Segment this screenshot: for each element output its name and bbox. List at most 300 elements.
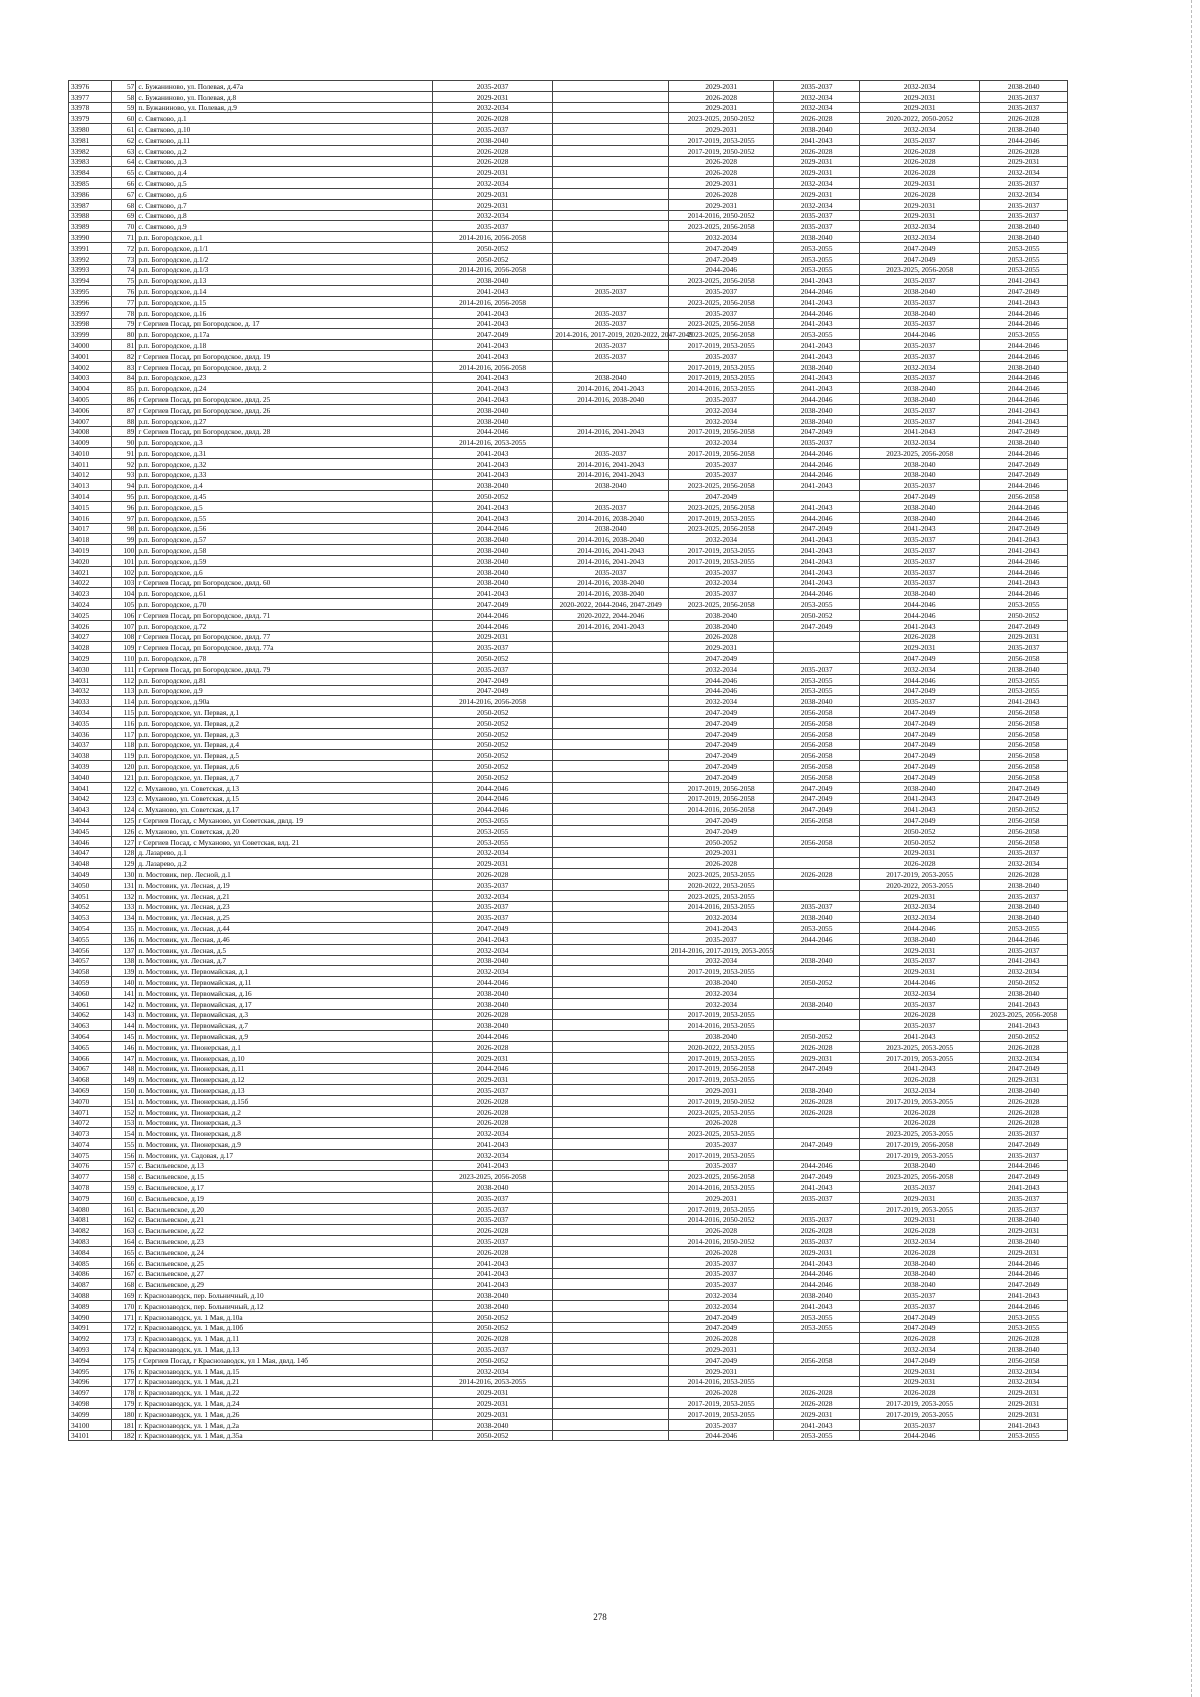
address-cell: р.п. Богородское, ул. Первая, д.5 xyxy=(136,750,432,761)
period-5-cell: 2041-2043 xyxy=(859,1031,980,1042)
period-3-cell: 2026-2028 xyxy=(668,858,774,869)
period-5-cell: 2017-2019, 2053-2055 xyxy=(859,1409,980,1420)
period-6-cell: 2056-2058 xyxy=(980,491,1068,502)
period-1-cell: 2041-2043 xyxy=(432,1268,553,1279)
period-6-cell: 2026-2028 xyxy=(980,1117,1068,1128)
address-cell: с. Васильевское, д.20 xyxy=(136,1203,432,1214)
period-3-cell: 2017-2019, 2050-2052 xyxy=(668,1095,774,1106)
row-id-cell: 34067 xyxy=(69,1063,112,1074)
period-4-cell: 2038-2040 xyxy=(774,361,859,372)
period-2-cell xyxy=(553,1419,669,1430)
row-number-cell: 140 xyxy=(112,977,136,988)
table-row xyxy=(69,81,1068,92)
period-5-cell: 2035-2037 xyxy=(859,556,980,567)
period-4-cell: 2035-2037 xyxy=(774,1193,859,1204)
table-row xyxy=(69,1106,1068,1117)
period-6-cell: 2032-2034 xyxy=(980,188,1068,199)
period-5-cell: 2032-2034 xyxy=(859,81,980,92)
period-2-cell xyxy=(553,782,669,793)
address-cell: р.п. Богородское, д.18 xyxy=(136,340,432,351)
period-4-cell: 2041-2043 xyxy=(774,534,859,545)
period-6-cell: 2044-2046 xyxy=(980,588,1068,599)
table-row xyxy=(69,1355,1068,1366)
period-4-cell xyxy=(774,879,859,890)
row-number-cell: 172 xyxy=(112,1322,136,1333)
period-5-cell: 2032-2034 xyxy=(859,124,980,135)
period-5-cell: 2032-2034 xyxy=(859,664,980,675)
address-cell: п. Мостовик, пер. Лесной, д.1 xyxy=(136,869,432,880)
address-cell: р.п. Богородское, ул. Первая, д.3 xyxy=(136,728,432,739)
table-row xyxy=(69,1117,1068,1128)
period-3-cell: 2014-2016, 2053-2055 xyxy=(668,1376,774,1387)
period-5-cell: 2035-2037 xyxy=(859,404,980,415)
row-number-cell: 58 xyxy=(112,91,136,102)
row-id-cell: 34096 xyxy=(69,1376,112,1387)
period-2-cell xyxy=(553,264,669,275)
period-5-cell: 2047-2049 xyxy=(859,707,980,718)
period-5-cell: 2041-2043 xyxy=(859,1063,980,1074)
address-cell: п. Мостовик, ул. Лесная, д.19 xyxy=(136,879,432,890)
row-number-cell: 65 xyxy=(112,167,136,178)
period-2-cell xyxy=(553,631,669,642)
period-4-cell xyxy=(774,944,859,955)
row-number-cell: 148 xyxy=(112,1063,136,1074)
period-6-cell: 2053-2055 xyxy=(980,329,1068,340)
row-number-cell: 76 xyxy=(112,286,136,297)
row-id-cell: 34058 xyxy=(69,966,112,977)
row-id-cell: 34009 xyxy=(69,437,112,448)
period-4-cell: 2044-2046 xyxy=(774,307,859,318)
period-2-cell xyxy=(553,728,669,739)
period-5-cell: 2035-2037 xyxy=(859,577,980,588)
period-5-cell: 2050-2052 xyxy=(859,825,980,836)
period-2-cell xyxy=(553,361,669,372)
table-row xyxy=(69,1322,1068,1333)
period-4-cell: 2053-2055 xyxy=(774,674,859,685)
period-4-cell: 2026-2028 xyxy=(774,1398,859,1409)
period-3-cell: 2014-2016, 2050-2052 xyxy=(668,210,774,221)
row-number-cell: 122 xyxy=(112,782,136,793)
period-1-cell: 2026-2028 xyxy=(432,1333,553,1344)
period-6-cell: 2047-2049 xyxy=(980,1063,1068,1074)
row-id-cell: 34047 xyxy=(69,847,112,858)
period-5-cell: 2035-2037 xyxy=(859,998,980,1009)
period-3-cell: 2035-2037 xyxy=(668,1160,774,1171)
address-cell: г. Краснозаводск, ул. 1 Мая, д.11 xyxy=(136,1333,432,1344)
table-row xyxy=(69,221,1068,232)
period-4-cell: 2032-2034 xyxy=(774,102,859,113)
period-5-cell: 2032-2034 xyxy=(859,361,980,372)
period-1-cell: 2041-2043 xyxy=(432,588,553,599)
row-id-cell: 34024 xyxy=(69,599,112,610)
table-row xyxy=(69,955,1068,966)
period-5-cell: 2026-2028 xyxy=(859,1106,980,1117)
period-3-cell: 2014-2016, 2053-2055 xyxy=(668,1020,774,1031)
address-cell: р.п. Богородское, д.45 xyxy=(136,491,432,502)
table-row xyxy=(69,1095,1068,1106)
period-4-cell: 2038-2040 xyxy=(774,404,859,415)
period-2-cell xyxy=(553,1106,669,1117)
period-4-cell: 2050-2052 xyxy=(774,977,859,988)
table-row xyxy=(69,448,1068,459)
period-1-cell: 2050-2052 xyxy=(432,253,553,264)
table-row xyxy=(69,383,1068,394)
address-cell: п. Мостовик, ул. Первомайская, д.17 xyxy=(136,998,432,1009)
period-6-cell: 2032-2034 xyxy=(980,1052,1068,1063)
row-number-cell: 57 xyxy=(112,81,136,92)
period-2-cell xyxy=(553,1203,669,1214)
table-row xyxy=(69,739,1068,750)
row-number-cell: 135 xyxy=(112,923,136,934)
row-id-cell: 34079 xyxy=(69,1193,112,1204)
row-number-cell: 78 xyxy=(112,307,136,318)
period-2-cell xyxy=(553,772,669,783)
table-row xyxy=(69,944,1068,955)
table-row xyxy=(69,610,1068,621)
schedule-table xyxy=(68,80,1068,1441)
row-id-cell: 34065 xyxy=(69,1041,112,1052)
period-3-cell: 2026-2028 xyxy=(668,631,774,642)
period-1-cell: 2035-2037 xyxy=(432,124,553,135)
address-cell: с. Святково, д.2 xyxy=(136,145,432,156)
period-5-cell: 2026-2028 xyxy=(859,1333,980,1344)
address-cell: г. Краснозаводск, ул. 1 Мая, д.2а xyxy=(136,1419,432,1430)
period-5-cell: 2029-2031 xyxy=(859,1376,980,1387)
period-5-cell: 2017-2019, 2056-2058 xyxy=(859,1139,980,1150)
row-number-cell: 114 xyxy=(112,696,136,707)
period-6-cell: 2044-2046 xyxy=(980,307,1068,318)
row-id-cell: 34021 xyxy=(69,566,112,577)
period-3-cell: 2038-2040 xyxy=(668,610,774,621)
period-5-cell: 2047-2049 xyxy=(859,728,980,739)
period-1-cell: 2026-2028 xyxy=(432,145,553,156)
period-6-cell: 2026-2028 xyxy=(980,145,1068,156)
row-number-cell: 129 xyxy=(112,858,136,869)
address-cell: г. Краснозаводск, пер. Больничный, д.10 xyxy=(136,1290,432,1301)
period-5-cell: 2035-2037 xyxy=(859,318,980,329)
period-4-cell: 2056-2058 xyxy=(774,772,859,783)
period-6-cell: 2029-2031 xyxy=(980,1225,1068,1236)
row-number-cell: 117 xyxy=(112,728,136,739)
address-cell: с. Бужаниново, ул. Полевая, д.8 xyxy=(136,91,432,102)
period-6-cell: 2056-2058 xyxy=(980,815,1068,826)
row-id-cell: 34010 xyxy=(69,448,112,459)
period-2-cell xyxy=(553,145,669,156)
period-1-cell: 2014-2016, 2056-2058 xyxy=(432,296,553,307)
row-number-cell: 80 xyxy=(112,329,136,340)
row-id-cell: 34029 xyxy=(69,653,112,664)
period-6-cell: 2056-2058 xyxy=(980,707,1068,718)
period-1-cell: 2038-2040 xyxy=(432,1301,553,1312)
period-1-cell: 2029-2031 xyxy=(432,91,553,102)
row-id-cell: 34048 xyxy=(69,858,112,869)
period-3-cell: 2017-2019, 2053-2055 xyxy=(668,556,774,567)
address-cell: р.п. Богородское, д.3 xyxy=(136,437,432,448)
period-3-cell: 2044-2046 xyxy=(668,264,774,275)
period-6-cell: 2044-2046 xyxy=(980,566,1068,577)
period-3-cell: 2047-2049 xyxy=(668,1311,774,1322)
period-6-cell: 2047-2049 xyxy=(980,793,1068,804)
period-6-cell: 2056-2058 xyxy=(980,761,1068,772)
row-id-cell: 34012 xyxy=(69,469,112,480)
table-row xyxy=(69,502,1068,513)
period-2-cell xyxy=(553,188,669,199)
table-row xyxy=(69,782,1068,793)
period-4-cell: 2056-2058 xyxy=(774,836,859,847)
table-row xyxy=(69,1182,1068,1193)
period-6-cell: 2041-2043 xyxy=(980,1020,1068,1031)
period-1-cell: 2029-2031 xyxy=(432,188,553,199)
address-cell: п. Мостовик, ул. Лесная, д.44 xyxy=(136,923,432,934)
period-2-cell: 2035-2037 xyxy=(553,350,669,361)
period-1-cell: 2032-2034 xyxy=(432,847,553,858)
period-5-cell: 2035-2037 xyxy=(859,415,980,426)
period-3-cell: 2047-2049 xyxy=(668,761,774,772)
period-5-cell: 2047-2049 xyxy=(859,685,980,696)
table-row xyxy=(69,545,1068,556)
period-6-cell: 2047-2049 xyxy=(980,469,1068,480)
address-cell: с. Святково, д.1 xyxy=(136,113,432,124)
period-3-cell: 2029-2031 xyxy=(668,1085,774,1096)
row-number-cell: 71 xyxy=(112,232,136,243)
period-2-cell xyxy=(553,253,669,264)
period-3-cell: 2029-2031 xyxy=(668,102,774,113)
row-number-cell: 120 xyxy=(112,761,136,772)
period-5-cell: 2035-2037 xyxy=(859,275,980,286)
row-number-cell: 142 xyxy=(112,998,136,1009)
period-6-cell: 2044-2046 xyxy=(980,512,1068,523)
row-id-cell: 34059 xyxy=(69,977,112,988)
address-cell: р.п. Богородское, д.59 xyxy=(136,556,432,567)
period-1-cell: 2035-2037 xyxy=(432,1344,553,1355)
period-2-cell xyxy=(553,296,669,307)
period-2-cell xyxy=(553,1095,669,1106)
period-4-cell: 2056-2058 xyxy=(774,728,859,739)
period-5-cell: 2035-2037 xyxy=(859,1020,980,1031)
period-1-cell: 2038-2040 xyxy=(432,955,553,966)
row-number-cell: 152 xyxy=(112,1106,136,1117)
period-5-cell: 2017-2019, 2053-2055 xyxy=(859,1149,980,1160)
period-1-cell: 2014-2016, 2053-2055 xyxy=(432,1376,553,1387)
table-row xyxy=(69,631,1068,642)
address-cell: с. Васильевское, д.25 xyxy=(136,1257,432,1268)
row-number-cell: 68 xyxy=(112,199,136,210)
row-number-cell: 72 xyxy=(112,242,136,253)
period-5-cell: 2032-2034 xyxy=(859,987,980,998)
period-6-cell: 2044-2046 xyxy=(980,134,1068,145)
table-row xyxy=(69,912,1068,923)
row-id-cell: 34071 xyxy=(69,1106,112,1117)
period-2-cell xyxy=(553,1290,669,1301)
table-row xyxy=(69,1031,1068,1042)
period-6-cell: 2038-2040 xyxy=(980,81,1068,92)
period-4-cell xyxy=(774,653,859,664)
period-3-cell: 2035-2037 xyxy=(668,350,774,361)
period-1-cell: 2050-2052 xyxy=(432,761,553,772)
period-6-cell: 2038-2040 xyxy=(980,437,1068,448)
row-id-cell: 34013 xyxy=(69,480,112,491)
period-5-cell: 2032-2034 xyxy=(859,1085,980,1096)
period-4-cell: 2029-2031 xyxy=(774,167,859,178)
period-6-cell: 2044-2046 xyxy=(980,1268,1068,1279)
period-3-cell: 2026-2028 xyxy=(668,167,774,178)
period-3-cell: 2017-2019, 2053-2055 xyxy=(668,340,774,351)
table-row xyxy=(69,987,1068,998)
table-row xyxy=(69,588,1068,599)
row-number-cell: 145 xyxy=(112,1031,136,1042)
period-2-cell xyxy=(553,966,669,977)
period-2-cell xyxy=(553,1117,669,1128)
period-1-cell: 2032-2034 xyxy=(432,1128,553,1139)
period-3-cell: 2050-2052 xyxy=(668,836,774,847)
period-5-cell: 2029-2031 xyxy=(859,966,980,977)
period-1-cell: 2035-2037 xyxy=(432,912,553,923)
period-6-cell: 2041-2043 xyxy=(980,296,1068,307)
address-cell: д. Лазарево, д.2 xyxy=(136,858,432,869)
period-1-cell: 2026-2028 xyxy=(432,869,553,880)
period-4-cell: 2044-2046 xyxy=(774,469,859,480)
period-6-cell: 2026-2028 xyxy=(980,869,1068,880)
period-6-cell: 2053-2055 xyxy=(980,923,1068,934)
row-id-cell: 34002 xyxy=(69,361,112,372)
period-1-cell: 2035-2037 xyxy=(432,664,553,675)
row-id-cell: 34064 xyxy=(69,1031,112,1042)
period-3-cell: 2029-2031 xyxy=(668,847,774,858)
period-6-cell: 2032-2034 xyxy=(980,1376,1068,1387)
period-2-cell xyxy=(553,912,669,923)
period-5-cell: 2020-2022, 2053-2055 xyxy=(859,879,980,890)
period-6-cell: 2041-2043 xyxy=(980,998,1068,1009)
period-5-cell: 2026-2028 xyxy=(859,858,980,869)
period-4-cell: 2029-2031 xyxy=(774,188,859,199)
row-number-cell: 132 xyxy=(112,890,136,901)
period-3-cell: 2029-2031 xyxy=(668,124,774,135)
row-number-cell: 110 xyxy=(112,653,136,664)
period-3-cell: 2026-2028 xyxy=(668,1247,774,1258)
address-cell: п. Мостовик, ул. Пионерская, д.11 xyxy=(136,1063,432,1074)
address-cell: с. Васильевское, д.15 xyxy=(136,1171,432,1182)
address-cell: г Сергиев Посад, рп Богородское, двлд. 19 xyxy=(136,350,432,361)
table-row xyxy=(69,1430,1068,1441)
period-1-cell: 2038-2040 xyxy=(432,556,553,567)
row-number-cell: 146 xyxy=(112,1041,136,1052)
address-cell: п. Мостовик, ул. Садовая, д.17 xyxy=(136,1149,432,1160)
table-row xyxy=(69,847,1068,858)
row-id-cell: 34085 xyxy=(69,1257,112,1268)
period-3-cell: 2023-2025, 2056-2058 xyxy=(668,523,774,534)
period-1-cell: 2044-2046 xyxy=(432,977,553,988)
row-number-cell: 175 xyxy=(112,1355,136,1366)
period-2-cell xyxy=(553,1333,669,1344)
row-number-cell: 108 xyxy=(112,631,136,642)
table-row xyxy=(69,825,1068,836)
period-5-cell: 2041-2043 xyxy=(859,620,980,631)
period-4-cell xyxy=(774,1020,859,1031)
table-row xyxy=(69,761,1068,772)
row-number-cell: 111 xyxy=(112,664,136,675)
row-id-cell: 34091 xyxy=(69,1322,112,1333)
period-3-cell: 2023-2025, 2056-2058 xyxy=(668,502,774,513)
period-4-cell: 2035-2037 xyxy=(774,1236,859,1247)
period-1-cell: 2032-2034 xyxy=(432,102,553,113)
period-1-cell: 2038-2040 xyxy=(432,415,553,426)
period-2-cell xyxy=(553,1214,669,1225)
period-4-cell: 2032-2034 xyxy=(774,178,859,189)
period-1-cell: 2032-2034 xyxy=(432,210,553,221)
table-row xyxy=(69,869,1068,880)
address-cell: р.п. Богородское, д.32 xyxy=(136,458,432,469)
row-id-cell: 34080 xyxy=(69,1203,112,1214)
row-id-cell: 34087 xyxy=(69,1279,112,1290)
period-4-cell: 2038-2040 xyxy=(774,1085,859,1096)
row-id-cell: 34078 xyxy=(69,1182,112,1193)
period-1-cell: 2047-2049 xyxy=(432,599,553,610)
period-4-cell: 2029-2031 xyxy=(774,1052,859,1063)
row-id-cell: 33993 xyxy=(69,264,112,275)
period-4-cell xyxy=(774,1376,859,1387)
period-6-cell: 2032-2034 xyxy=(980,858,1068,869)
table-row xyxy=(69,653,1068,664)
row-number-cell: 137 xyxy=(112,944,136,955)
period-3-cell: 2047-2049 xyxy=(668,653,774,664)
period-3-cell: 2047-2049 xyxy=(668,242,774,253)
period-5-cell: 2044-2046 xyxy=(859,599,980,610)
table-row xyxy=(69,199,1068,210)
period-3-cell: 2032-2034 xyxy=(668,534,774,545)
period-4-cell: 2026-2028 xyxy=(774,869,859,880)
row-id-cell: 33991 xyxy=(69,242,112,253)
period-5-cell: 2047-2049 xyxy=(859,739,980,750)
period-2-cell xyxy=(553,1430,669,1441)
address-cell: с. Васильевское, д.21 xyxy=(136,1214,432,1225)
row-id-cell: 33981 xyxy=(69,134,112,145)
row-id-cell: 34027 xyxy=(69,631,112,642)
period-2-cell xyxy=(553,156,669,167)
table-row xyxy=(69,1052,1068,1063)
period-4-cell: 2032-2034 xyxy=(774,199,859,210)
row-id-cell: 33997 xyxy=(69,307,112,318)
period-6-cell: 2029-2031 xyxy=(980,1074,1068,1085)
period-6-cell: 2056-2058 xyxy=(980,718,1068,729)
period-4-cell: 2041-2043 xyxy=(774,296,859,307)
period-3-cell: 2047-2049 xyxy=(668,1355,774,1366)
address-cell: р.п. Богородское, д.14 xyxy=(136,286,432,297)
row-number-cell: 161 xyxy=(112,1203,136,1214)
period-3-cell: 2035-2037 xyxy=(668,394,774,405)
period-4-cell: 2044-2046 xyxy=(774,458,859,469)
period-2-cell xyxy=(553,1160,669,1171)
period-5-cell: 2038-2040 xyxy=(859,394,980,405)
row-id-cell: 34066 xyxy=(69,1052,112,1063)
row-id-cell: 34031 xyxy=(69,674,112,685)
row-number-cell: 100 xyxy=(112,545,136,556)
period-5-cell: 2029-2031 xyxy=(859,642,980,653)
period-3-cell: 2035-2037 xyxy=(668,286,774,297)
period-2-cell xyxy=(553,1020,669,1031)
period-1-cell: 2026-2028 xyxy=(432,113,553,124)
table-row xyxy=(69,178,1068,189)
address-cell: р.п. Богородское, д.90а xyxy=(136,696,432,707)
period-3-cell: 2047-2049 xyxy=(668,772,774,783)
table-row xyxy=(69,1203,1068,1214)
period-2-cell xyxy=(553,91,669,102)
row-number-cell: 81 xyxy=(112,340,136,351)
row-number-cell: 74 xyxy=(112,264,136,275)
period-4-cell: 2026-2028 xyxy=(774,113,859,124)
period-4-cell: 2029-2031 xyxy=(774,1247,859,1258)
period-6-cell: 2038-2040 xyxy=(980,912,1068,923)
period-5-cell: 2029-2031 xyxy=(859,1214,980,1225)
